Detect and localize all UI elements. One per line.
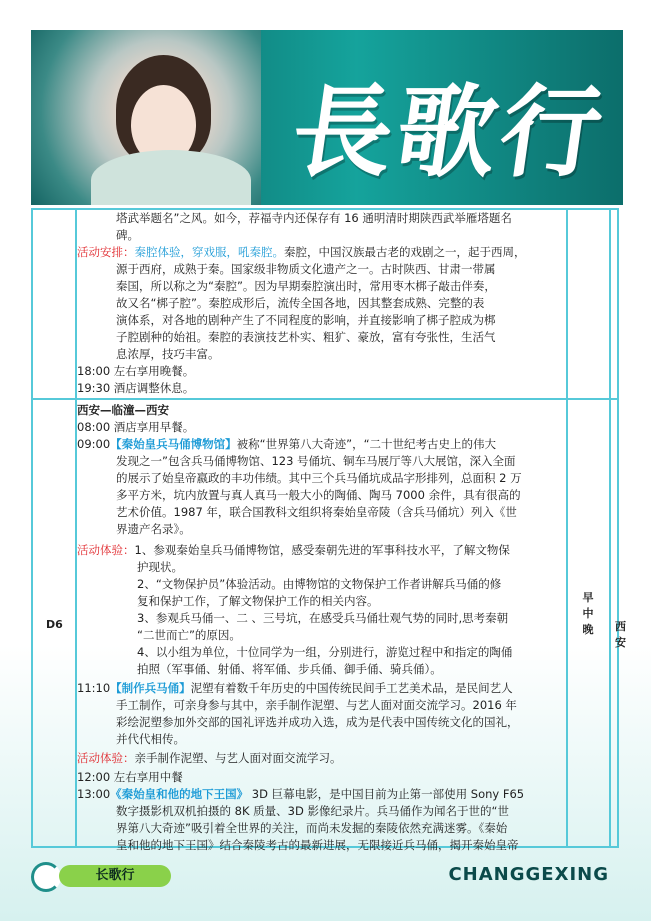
footer [31, 862, 623, 892]
activity-arrangement: 活动安排：秦腔体验，穿戏服，吼秦腔。秦腔，中国汉族最古老的戏剧之一，起于西周， [77, 245, 526, 259]
footer-brand: CHANGGEXING [448, 864, 609, 885]
activity-experience-2: 活动体验：亲手制作泥塑、与艺人面对面交流学习。 [77, 751, 342, 765]
lunch-time: 12:00 左右享用中餐 [77, 770, 183, 784]
route-title: 西安—临潼—西安 [77, 403, 169, 417]
activity-experience-1: 活动体验：1、参观秦始皇兵马俑博物馆，感受秦朝先进的军事科技水平，了解文物保 [77, 543, 510, 557]
item-make-terracotta: 11:10【制作兵马俑】泥塑有着数千年历史的中国传统民间手工艺美术品，是民间艺人 [77, 681, 513, 695]
breakfast-time: 08:00 酒店享用早餐。 [77, 420, 195, 434]
item-3d-film: 13:00《秦始皇和他的地下王国》 3D 巨幕电影，是中国目前为止第一部使用 Sony F65 [77, 787, 525, 801]
header-banner [31, 30, 623, 205]
item-terracotta-museum: 09:00【秦始皇兵马俑博物馆】被称“世界第八大奇迹”，“二十世纪考古史上的伟大 [77, 437, 497, 451]
banner-title: 長歌行 [284, 73, 614, 191]
meals-cell: 早 中 晚 [582, 591, 594, 636]
itinerary-table [31, 208, 626, 852]
hotel-cell: 西安 [615, 620, 626, 649]
footer-pill: 长歌行 [59, 865, 171, 887]
day-label: D6 [46, 618, 63, 631]
girl-photo [31, 30, 261, 205]
ring-icon [31, 862, 61, 892]
row-previous-day: 塔武举题名”之风。如今，荐福寺内还保存有 16 通明清时期陕西武举雁塔题名 碑。 活动安排：秦腔体验，穿戏服，吼秦腔。秦腔，中国汉族最古老的戏剧之一，起于西周， 源于西府，成熟于秦。国家级非物质文化遗产之一。古时陕西、甘肃一带属 秦国，所以称之为“秦腔”。因为早期秦腔演出时，常用枣木梆子敲击伴奏， 故又名“梆子腔”。秦腔成形后，流传全国各地，因其整套成熟、完整的表 演体系，对各地的剧种产生了不同程度的影响，并直接影响了梆子腔成为梆 子腔剧种的始祖。秦腔的表演技艺朴实、粗犷、豪放，富有夸张性，生活气 息浓厚，技巧丰富。 18:00 左右享用晚餐。 19:30 酒店调整休息。 [77, 210, 567, 397]
dinner-time: 18:00 左右享用晚餐。 [77, 364, 195, 378]
row-day-6: 西安—临潼—西安 08:00 酒店享用早餐。 09:00【秦始皇兵马俑博物馆】被称“世界第八大奇迹”，“二十世纪考古史上的伟大 发现之一”包含兵马俑博物馆、123 号俑坑、铜车马展厅等八大展馆，深入全面 的展示了始皇帝嬴政的丰功伟绩。其中三个兵马俑坑成品字形排列，总面积 2 万 多平方米，坑内放置与真人真马一般大小的陶俑、陶马 7000 余件，具有很高的 艺术价值。1987 年，联合国教科文组织将秦始皇帝陵（含兵马俑坑）列入《世 界遗产名录》。 活动体验：1、参观秦始皇兵马俑博物馆，感受秦朝先进的军事科技水平，了解文物保 护现状。 2、“文物保护员”体验活动。由博物馆的文物保护工作者讲解兵马俑的修 复和保护工作，了解文物保护工作的相关内容。 3、参观兵马俑一、二 、三号坑，在感受兵马俑壮观气势的同时,思考秦朝 “二世而亡”的原因。 4、以小组为单位，十位同学为一组，分别进行，游览过程中和指定的陶俑 拍照（军事俑、射俑、将军俑、步兵俑、御手俑、骑兵俑）。 11:10【制作兵马俑】泥塑有着数千年历史的中国传统民间手工艺美术品，是民间艺人 手工制作，可亲身参与其中，亲手制作泥塑、与艺人面对面交流学习。2016 年 彩绘泥塑参加外交部的国礼评选并成功入选，成为是代表中国传统文化的国礼， 并代代相传。 活动体验：亲手制作泥塑、与艺人面对面交流学习。 12:00 左右享用中餐 13:00《秦始皇和他的地下王国》 3D 巨幕电影，是中国目前为止第一部使用 Sony F65 数字摄影机双机拍摄的 8K 质量、3D 影像纪录片。兵马俑作为闻名于世的“世 界第八大奇迹”吸引着全世界的关注，而尚未发掘的秦陵依然充满迷雾。《秦始 皇和他的地下王国》结合秦陵考古的最新进展，无限接近兵马俑，揭开秦始皇帝 [77, 402, 567, 854]
rest-time: 19:30 酒店调整休息。 [77, 381, 195, 395]
